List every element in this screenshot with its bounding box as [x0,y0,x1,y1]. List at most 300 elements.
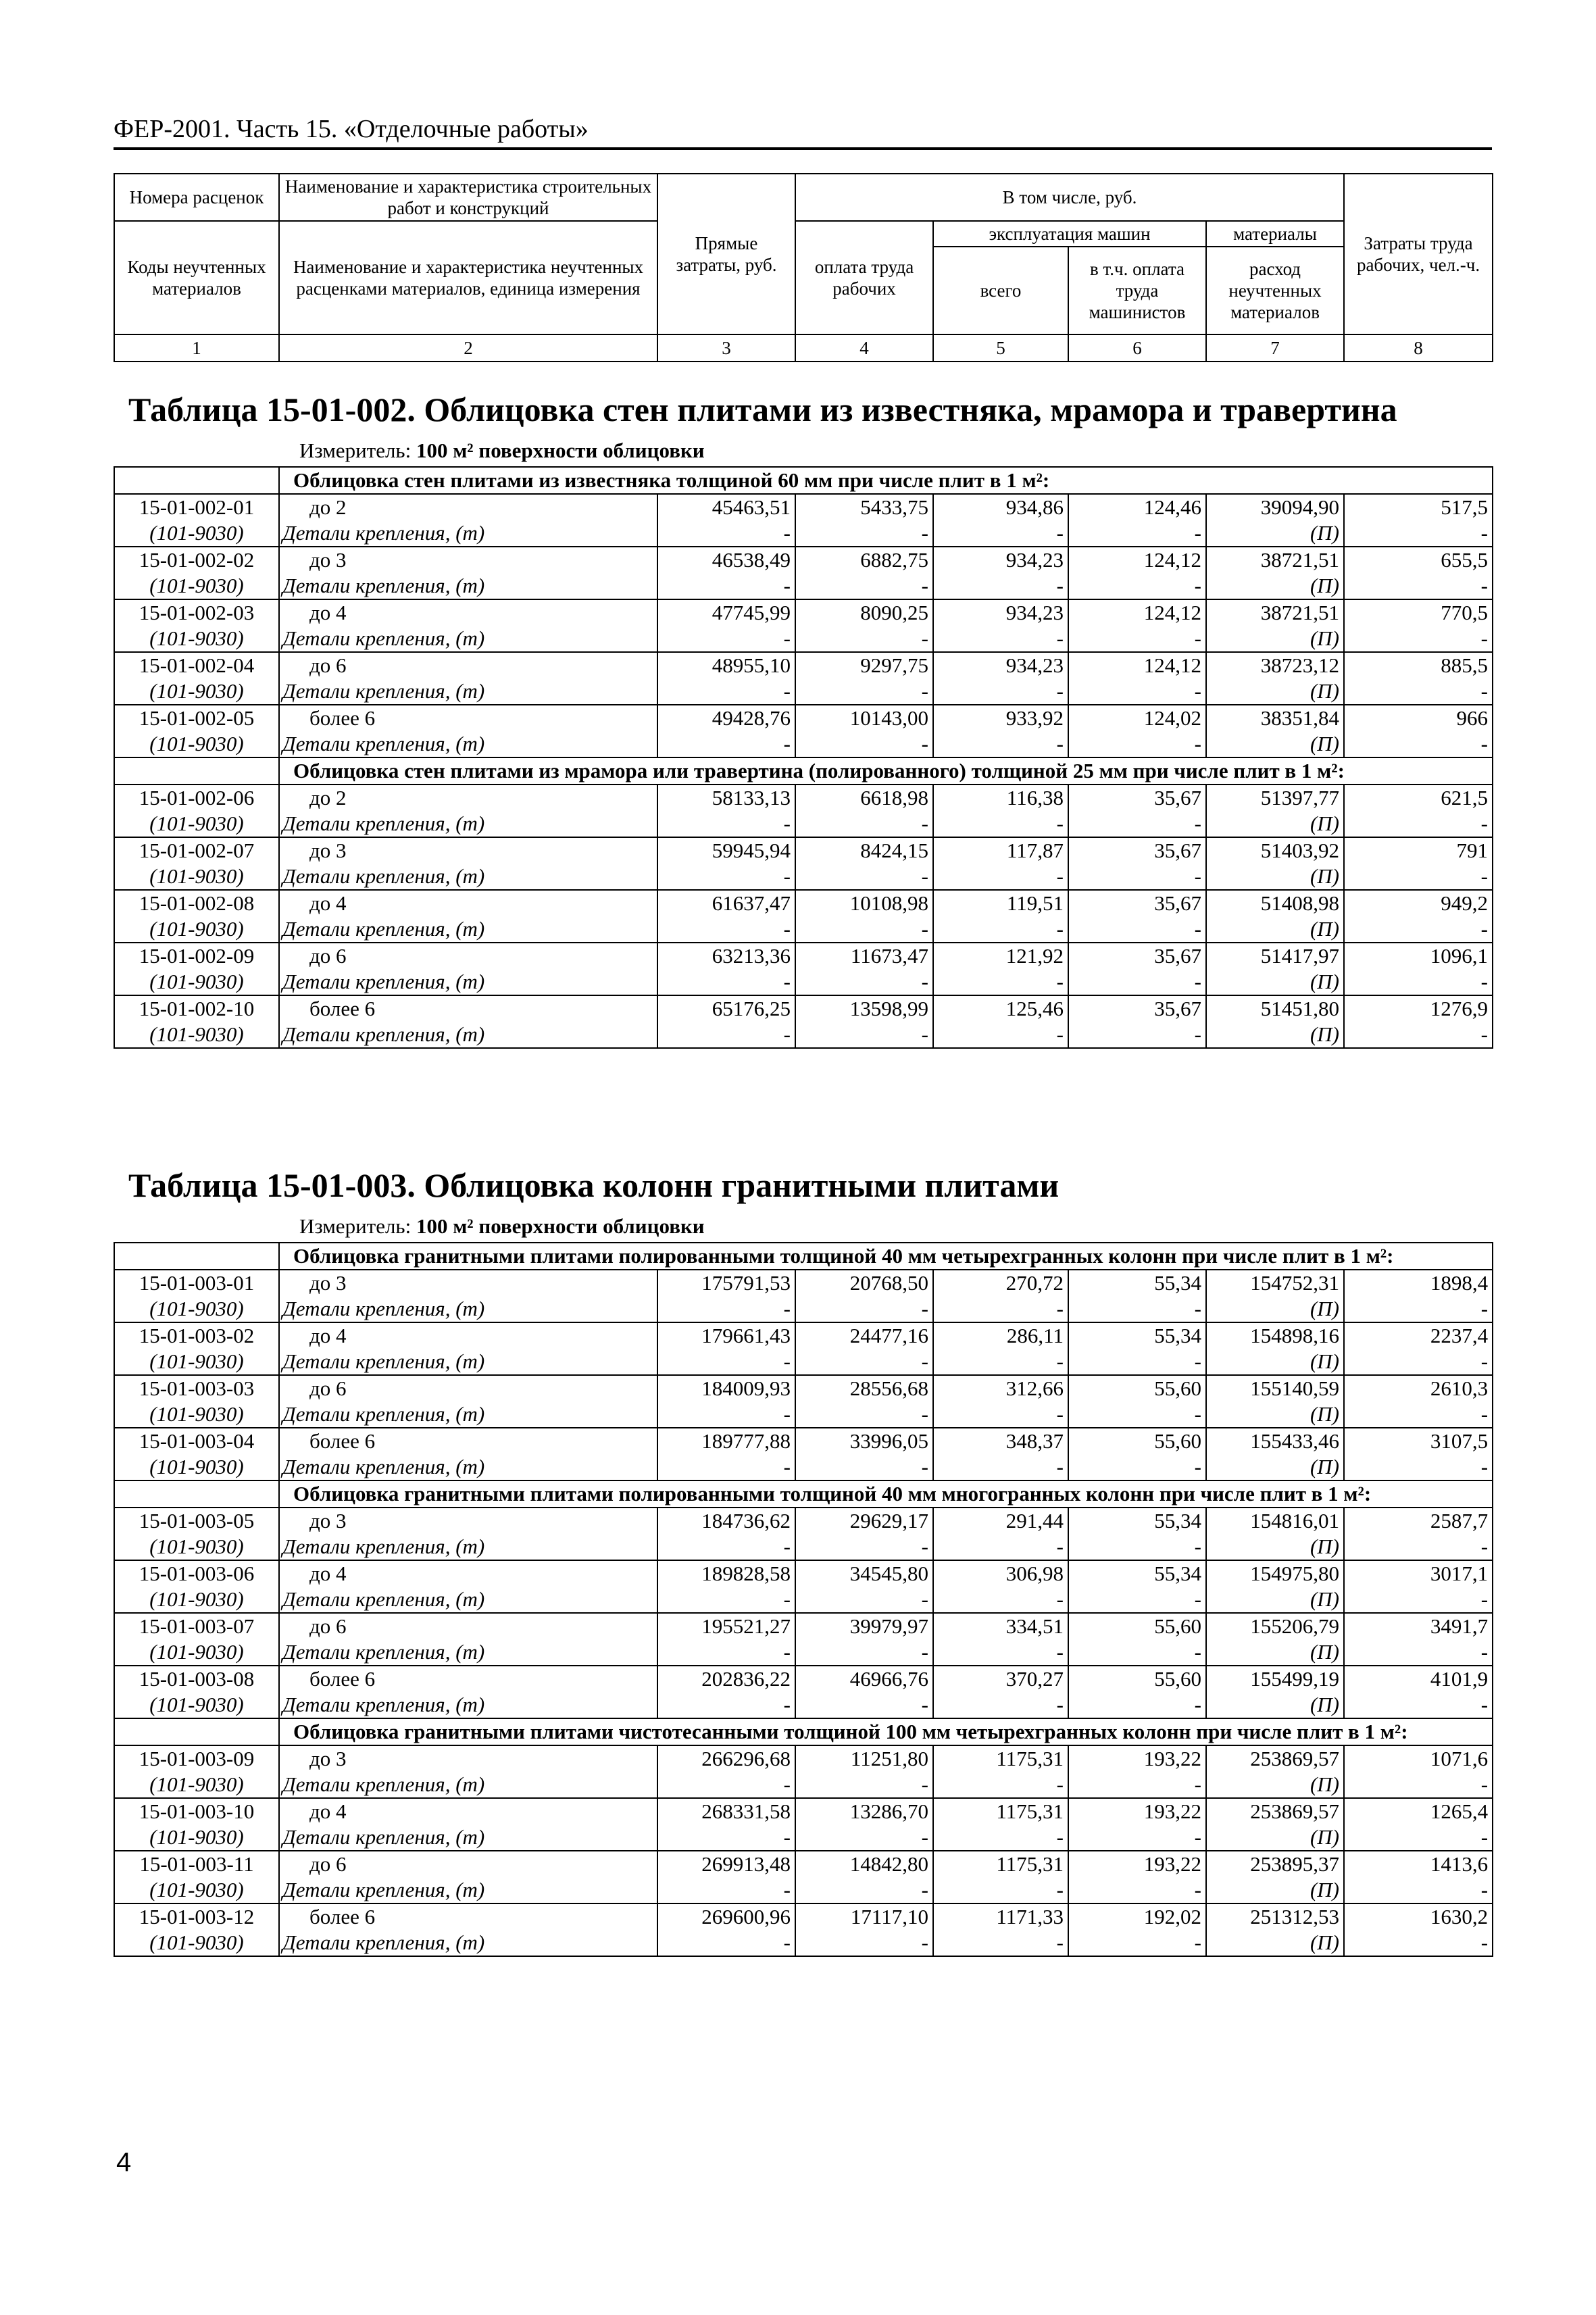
table-subrow [114,1639,1493,1666]
rate-code: 15-01-002-03 [114,599,279,626]
dash-cell: - [1344,1022,1493,1048]
material-name: Детали крепления, (т) [279,1349,657,1375]
dash-cell: - [795,916,933,943]
col-rashod: расход неучтенных материалов [1206,247,1344,334]
labor-cost: 791 [1344,837,1493,864]
col-num-8: 8 [1344,334,1493,362]
machinists-wage: 55,34 [1068,1270,1206,1296]
labor-cost: 517,5 [1344,494,1493,520]
machinists-wage: 192,02 [1068,1903,1206,1930]
rate-code: 15-01-003-10 [114,1798,279,1824]
table-row [114,995,1493,1022]
table-row [114,1666,1493,1692]
material-code: (101-9030) [114,1877,279,1903]
materials-cost: 253869,57 [1206,1745,1344,1772]
work-name: до 4 [279,599,657,626]
dash-cell: - [1344,864,1493,890]
direct-cost: 46538,49 [657,547,795,573]
material-code: (101-9030) [114,864,279,890]
rate-code: 15-01-003-02 [114,1322,279,1349]
dash-cell: - [657,1772,795,1798]
col-vtom: В том числе, руб. [795,174,1344,221]
machinists-wage: 55,60 [1068,1375,1206,1401]
col-num-6: 6 [1068,334,1206,362]
direct-cost: 58133,13 [657,785,795,811]
direct-cost: 269913,48 [657,1851,795,1877]
machinists-wage: 55,60 [1068,1613,1206,1639]
dash-cell: - [1068,731,1206,757]
dash-cell: - [1068,1022,1206,1048]
materials-cost: 38721,51 [1206,547,1344,573]
dash-cell: - [1068,1824,1206,1851]
labor-cost: 966 [1344,705,1493,731]
work-name: до 4 [279,1798,657,1824]
materials-cost: 154898,16 [1206,1322,1344,1349]
col-ekspl: эксплуатация машин [933,221,1206,247]
dash-cell: - [1068,811,1206,837]
col-num-3: 3 [657,334,795,362]
table-row [114,1745,1493,1772]
dash-cell: - [657,1587,795,1613]
dash-cell: - [1344,1349,1493,1375]
wage-cost: 6882,75 [795,547,933,573]
dash-cell: - [933,678,1068,705]
work-name: до 6 [279,1613,657,1639]
table-row [114,837,1493,864]
machinists-wage: 55,34 [1068,1322,1206,1349]
material-qty: (П) [1206,1587,1344,1613]
dash-cell: - [657,573,795,599]
material-name: Детали крепления, (т) [279,678,657,705]
table-row [114,1560,1493,1587]
work-name: до 6 [279,943,657,969]
dash-cell: - [657,520,795,547]
rate-code: 15-01-003-05 [114,1508,279,1534]
dash-cell: - [1068,1639,1206,1666]
rate-code: 15-01-002-05 [114,705,279,731]
col-num-4: 4 [795,334,933,362]
material-name: Детали крепления, (т) [279,1877,657,1903]
materials-cost: 51403,92 [1206,837,1344,864]
materials-cost: 253869,57 [1206,1798,1344,1824]
labor-cost: 621,5 [1344,785,1493,811]
machines-cost: 116,38 [933,785,1068,811]
rate-code: 15-01-003-03 [114,1375,279,1401]
machinists-wage: 124,02 [1068,705,1206,731]
machines-cost: 934,23 [933,547,1068,573]
materials-cost: 155433,46 [1206,1428,1344,1454]
wage-cost: 10108,98 [795,890,933,916]
dash-cell: - [1344,1639,1493,1666]
material-name: Детали крепления, (т) [279,1454,657,1480]
column-header-table [114,173,1493,362]
group-header-row [114,1243,1493,1270]
table-row [114,547,1493,573]
dash-cell: - [1068,1401,1206,1428]
dash-cell: - [795,678,933,705]
work-name: до 3 [279,837,657,864]
machinists-wage: 124,12 [1068,547,1206,573]
dash-cell: - [657,1877,795,1903]
material-qty: (П) [1206,1401,1344,1428]
dash-cell: - [1344,1454,1493,1480]
materials-cost: 51417,97 [1206,943,1344,969]
measurer-value: 100 м² поверхности облицовки [416,1214,705,1238]
group-spacer [114,1243,279,1270]
material-name: Детали крепления, (т) [279,520,657,547]
materials-cost: 51397,77 [1206,785,1344,811]
rate-code: 15-01-003-07 [114,1613,279,1639]
col-vsego: всего [933,247,1068,334]
wage-cost: 39979,97 [795,1613,933,1639]
labor-cost: 949,2 [1344,890,1493,916]
col-nomera: Номера расценок [114,174,279,221]
dash-cell: - [1344,626,1493,652]
machines-cost: 117,87 [933,837,1068,864]
machines-cost: 934,23 [933,652,1068,678]
col-pryamye: Прямые затраты, руб. [657,174,795,334]
rate-code: 15-01-003-12 [114,1903,279,1930]
dash-cell: - [795,864,933,890]
table-subrow [114,1401,1493,1428]
work-name: до 6 [279,652,657,678]
table-row [114,1613,1493,1639]
dash-cell: - [933,969,1068,995]
col-vtch: в т.ч. оплата труда машинистов [1068,247,1206,334]
wage-cost: 24477,16 [795,1322,933,1349]
rate-code: 15-01-002-10 [114,995,279,1022]
table-row [114,785,1493,811]
dash-cell: - [1344,1877,1493,1903]
material-code: (101-9030) [114,520,279,547]
material-qty: (П) [1206,626,1344,652]
dash-cell: - [933,916,1068,943]
table-subrow [114,916,1493,943]
rate-code: 15-01-002-02 [114,547,279,573]
dash-cell: - [795,731,933,757]
table-subrow [114,1824,1493,1851]
labor-cost: 2587,7 [1344,1508,1493,1534]
table-row [114,1798,1493,1824]
labor-cost: 1265,4 [1344,1798,1493,1824]
material-code: (101-9030) [114,1930,279,1956]
dash-cell: - [795,969,933,995]
labor-cost: 1630,2 [1344,1903,1493,1930]
table-row [114,1851,1493,1877]
dash-cell: - [933,1824,1068,1851]
table-row [114,943,1493,969]
material-code: (101-9030) [114,1022,279,1048]
direct-cost: 48955,10 [657,652,795,678]
group-title: Облицовка гранитными плитами полированными толщиной 40 мм многогранных колонн при числе плит в 1 м²: [279,1480,1493,1508]
col-naim: Наименование и характеристика строительных работ и конструкций [279,174,657,221]
materials-cost: 38351,84 [1206,705,1344,731]
labor-cost: 1071,6 [1344,1745,1493,1772]
dash-cell: - [795,573,933,599]
dash-cell: - [1344,1930,1493,1956]
machines-cost: 119,51 [933,890,1068,916]
rate-code: 15-01-003-01 [114,1270,279,1296]
dash-cell: - [657,1534,795,1560]
labor-cost: 655,5 [1344,547,1493,573]
labor-cost: 770,5 [1344,599,1493,626]
materials-cost: 251312,53 [1206,1903,1344,1930]
material-name: Детали крепления, (т) [279,1534,657,1560]
dash-cell: - [657,1296,795,1322]
rate-code: 15-01-002-01 [114,494,279,520]
dash-cell: - [1344,916,1493,943]
wage-cost: 8424,15 [795,837,933,864]
wage-cost: 11251,80 [795,1745,933,1772]
machines-cost: 348,37 [933,1428,1068,1454]
wage-cost: 29629,17 [795,1508,933,1534]
material-code: (101-9030) [114,731,279,757]
dash-cell: - [1068,969,1206,995]
dash-cell: - [657,1824,795,1851]
dash-cell: - [1068,916,1206,943]
table-subrow [114,811,1493,837]
material-qty: (П) [1206,1877,1344,1903]
table-subrow [114,1930,1493,1956]
material-qty: (П) [1206,1692,1344,1718]
direct-cost: 266296,68 [657,1745,795,1772]
table-subrow [114,1877,1493,1903]
wage-cost: 10143,00 [795,705,933,731]
direct-cost: 184009,93 [657,1375,795,1401]
dash-cell: - [1068,1534,1206,1560]
measurer-value: 100 м² поверхности облицовки [416,439,705,462]
machines-cost: 934,86 [933,494,1068,520]
materials-cost: 154816,01 [1206,1508,1344,1534]
dash-cell: - [1068,1454,1206,1480]
dash-cell: - [933,731,1068,757]
col-naim2: Наименование и характеристика неучтенных расценками материалов, единица измерения [279,221,657,334]
materials-cost: 154752,31 [1206,1270,1344,1296]
dash-cell: - [795,1772,933,1798]
material-qty: (П) [1206,520,1344,547]
material-code: (101-9030) [114,1534,279,1560]
wage-cost: 17117,10 [795,1903,933,1930]
wage-cost: 5433,75 [795,494,933,520]
materials-cost: 39094,90 [1206,494,1344,520]
dash-cell: - [933,1022,1068,1048]
material-qty: (П) [1206,811,1344,837]
wage-cost: 9297,75 [795,652,933,678]
dash-cell: - [1068,864,1206,890]
direct-cost: 179661,43 [657,1322,795,1349]
dash-cell: - [1068,678,1206,705]
material-qty: (П) [1206,1022,1344,1048]
machinists-wage: 55,60 [1068,1666,1206,1692]
machines-cost: 1175,31 [933,1745,1068,1772]
measurer [299,1214,705,1239]
col-num-7: 7 [1206,334,1344,362]
table-row [114,1270,1493,1296]
dash-cell: - [933,811,1068,837]
col-num-2: 2 [279,334,657,362]
work-name: более 6 [279,705,657,731]
wage-cost: 14842,80 [795,1851,933,1877]
machinists-wage: 193,22 [1068,1798,1206,1824]
dash-cell: - [933,1692,1068,1718]
dash-cell: - [1068,573,1206,599]
table-subrow [114,969,1493,995]
dash-cell: - [1344,731,1493,757]
work-name: более 6 [279,1666,657,1692]
material-qty: (П) [1206,1824,1344,1851]
material-code: (101-9030) [114,1692,279,1718]
dash-cell: - [933,1534,1068,1560]
dash-cell: - [795,1824,933,1851]
dash-cell: - [795,1639,933,1666]
machinists-wage: 55,60 [1068,1428,1206,1454]
dash-cell: - [1344,1772,1493,1798]
rates-table [114,466,1493,1049]
rate-code: 15-01-002-09 [114,943,279,969]
dash-cell: - [933,1772,1068,1798]
material-code: (101-9030) [114,678,279,705]
table-row [114,705,1493,731]
dash-cell: - [1344,1587,1493,1613]
dash-cell: - [657,1349,795,1375]
machinists-wage: 124,12 [1068,599,1206,626]
materials-cost: 51451,80 [1206,995,1344,1022]
material-qty: (П) [1206,969,1344,995]
material-code: (101-9030) [114,811,279,837]
labor-cost: 1276,9 [1344,995,1493,1022]
materials-cost: 38721,51 [1206,599,1344,626]
machines-cost: 1175,31 [933,1798,1068,1824]
dash-cell: - [795,1022,933,1048]
material-code: (101-9030) [114,1401,279,1428]
dash-cell: - [1344,573,1493,599]
work-name: до 3 [279,547,657,573]
direct-cost: 45463,51 [657,494,795,520]
machines-cost: 370,27 [933,1666,1068,1692]
dash-cell: - [795,1930,933,1956]
material-qty: (П) [1206,1639,1344,1666]
machinists-wage: 193,22 [1068,1745,1206,1772]
measurer-label: Измеритель: [299,1214,416,1238]
wage-cost: 11673,47 [795,943,933,969]
material-qty: (П) [1206,1454,1344,1480]
dash-cell: - [933,864,1068,890]
dash-cell: - [1344,1692,1493,1718]
material-code: (101-9030) [114,969,279,995]
section-title: Таблица 15-01-003. Облицовка колонн гранитными плитами [128,1166,1059,1204]
table-subrow [114,1454,1493,1480]
col-oplata: оплата труда рабочих [795,221,933,334]
labor-cost: 3017,1 [1344,1560,1493,1587]
wage-cost: 34545,80 [795,1560,933,1587]
labor-cost: 1898,4 [1344,1270,1493,1296]
wage-cost: 6618,98 [795,785,933,811]
dash-cell: - [795,1401,933,1428]
dash-cell: - [657,864,795,890]
dash-cell: - [933,1349,1068,1375]
work-name: более 6 [279,1903,657,1930]
dash-cell: - [1068,626,1206,652]
rates-table [114,1242,1493,1957]
rate-code: 15-01-003-04 [114,1428,279,1454]
machines-cost: 306,98 [933,1560,1068,1587]
group-header-row [114,1718,1493,1745]
material-code: (101-9030) [114,1349,279,1375]
table-subrow [114,1534,1493,1560]
labor-cost: 885,5 [1344,652,1493,678]
wage-cost: 33996,05 [795,1428,933,1454]
material-code: (101-9030) [114,1587,279,1613]
dash-cell: - [657,1639,795,1666]
dash-cell: - [933,573,1068,599]
machines-cost: 312,66 [933,1375,1068,1401]
material-name: Детали крепления, (т) [279,1022,657,1048]
table-subrow [114,1692,1493,1718]
work-name: до 3 [279,1745,657,1772]
table-subrow [114,520,1493,547]
direct-cost: 269600,96 [657,1903,795,1930]
table-subrow [114,1296,1493,1322]
dash-cell: - [657,626,795,652]
direct-cost: 175791,53 [657,1270,795,1296]
table-subrow [114,1772,1493,1798]
labor-cost: 4101,9 [1344,1666,1493,1692]
wage-cost: 46966,76 [795,1666,933,1692]
labor-cost: 2237,4 [1344,1322,1493,1349]
material-name: Детали крепления, (т) [279,1587,657,1613]
rate-code: 15-01-003-06 [114,1560,279,1587]
table-subrow [114,626,1493,652]
group-title: Облицовка стен плитами из известняка толщиной 60 мм при числе плит в 1 м²: [279,467,1493,494]
machines-cost: 286,11 [933,1322,1068,1349]
group-spacer [114,1480,279,1508]
rate-code: 15-01-003-11 [114,1851,279,1877]
dash-cell: - [657,1022,795,1048]
machines-cost: 334,51 [933,1613,1068,1639]
work-name: до 2 [279,494,657,520]
measurer [299,438,705,464]
work-name: до 6 [279,1851,657,1877]
direct-cost: 184736,62 [657,1508,795,1534]
material-code: (101-9030) [114,1454,279,1480]
material-qty: (П) [1206,1534,1344,1560]
dash-cell: - [795,811,933,837]
dash-cell: - [933,1877,1068,1903]
group-title: Облицовка стен плитами из мрамора или травертина (полированного) толщиной 25 мм при числе плит в 1 м²: [279,757,1493,785]
material-code: (101-9030) [114,1824,279,1851]
col-num-1: 1 [114,334,279,362]
labor-cost: 1096,1 [1344,943,1493,969]
material-name: Детали крепления, (т) [279,573,657,599]
direct-cost: 61637,47 [657,890,795,916]
group-spacer [114,1718,279,1745]
direct-cost: 47745,99 [657,599,795,626]
dash-cell: - [795,1877,933,1903]
group-title: Облицовка гранитными плитами чистотесанными толщиной 100 мм четырехгранных колонн при числе плит в 1 м²: [279,1718,1493,1745]
material-code: (101-9030) [114,916,279,943]
labor-cost: 3107,5 [1344,1428,1493,1454]
direct-cost: 49428,76 [657,705,795,731]
materials-cost: 155206,79 [1206,1613,1344,1639]
direct-cost: 59945,94 [657,837,795,864]
table-row [114,1903,1493,1930]
col-materialy: материалы [1206,221,1344,247]
dash-cell: - [657,1930,795,1956]
dash-cell: - [1068,1692,1206,1718]
dash-cell: - [1344,1401,1493,1428]
machinists-wage: 193,22 [1068,1851,1206,1877]
table-subrow [114,1022,1493,1048]
